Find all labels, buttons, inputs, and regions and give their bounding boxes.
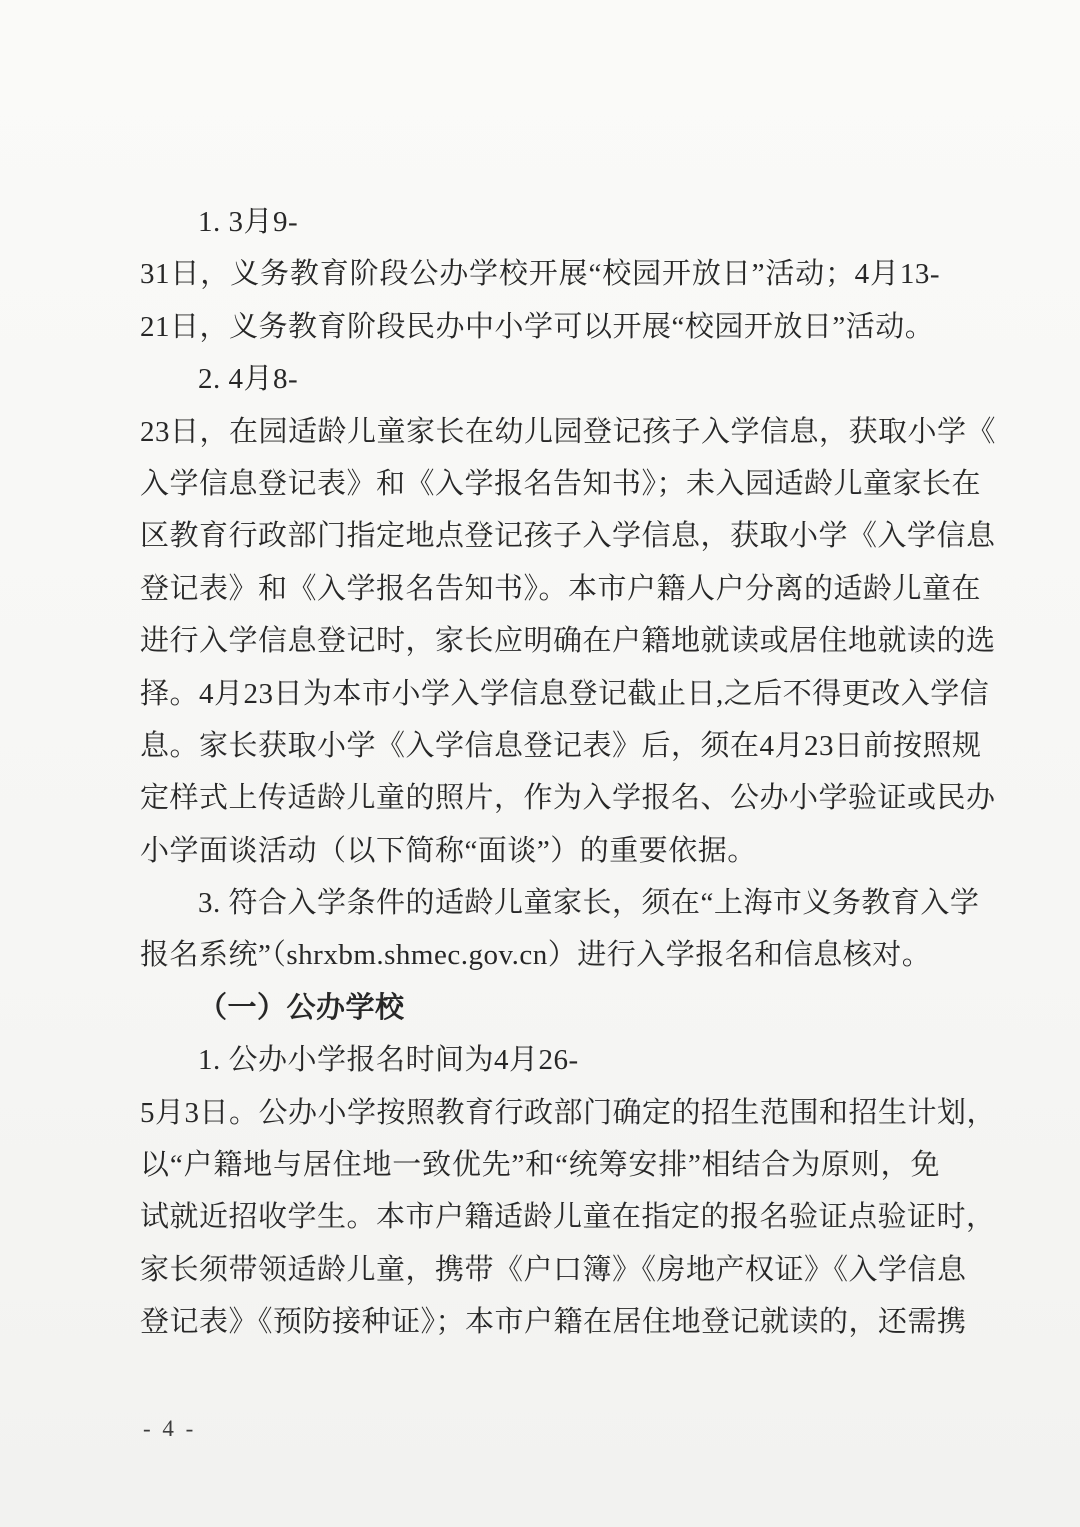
text-line: 区教育行政部门指定地点登记孩子入学信息，获取小学《入学信息 — [140, 520, 996, 553]
text-line: 进行入学信息登记时，家长应明确在户籍地就读或居住地就读的选 — [140, 625, 996, 658]
section-heading: （一）公办学校 — [198, 991, 405, 1024]
text-line: 5月3日。公办小学按照教育行政部门确定的招生范围和招生计划， — [140, 1096, 997, 1129]
text-line: 择。4月23日为本市小学入学信息登记截止日,之后不得更改入学信 — [140, 677, 990, 710]
text-line: 3. 符合入学条件的适龄儿童家长，须在“上海市义务教育入学 — [198, 887, 980, 920]
text-line: 小学面谈活动（以下简称“面谈”）的重要依据。 — [140, 834, 757, 867]
document-body — [140, 196, 997, 1349]
text-line: 1. 3月9- — [198, 206, 299, 238]
text-line: 入学信息登记表》和《入学报名告知书》；未入园适龄儿童家长在 — [140, 467, 982, 500]
text-line: 以“户籍地与居住地一致优先”和“统筹安排”相结合为原则，免 — [140, 1149, 940, 1182]
text-line: 报名系统”（shrxbm.shmec.gov.cn）进行入学报名和信息核对。 — [140, 939, 932, 972]
text-line: 定样式上传适龄儿童的照片，作为入学报名、公办小学验证或民办 — [140, 782, 996, 815]
page-number: - 4 - — [143, 1416, 197, 1441]
text-line: 21日，义务教育阶段民办中小学可以开展“校园开放日”活动。 — [140, 310, 935, 343]
text-line: 登记表》《预防接种证》；本市户籍在居住地登记就读的，还需携 — [140, 1306, 967, 1339]
text-line: 23日，在园适龄儿童家长在幼儿园登记孩子入学信息，获取小学《 — [140, 415, 997, 448]
text-line: 登记表》和《入学报名告知书》。本市户籍人户分离的适龄儿童在 — [140, 572, 982, 605]
text-line: 家长须带领适龄儿童，携带《户口簿》《房地产权证》《入学信息 — [140, 1253, 967, 1286]
text-line: 试就近招收学生。本市户籍适龄儿童在指定的报名验证点验证时， — [140, 1201, 996, 1234]
text-line: 息。家长获取小学《入学信息登记表》后，须在4月23日前按照规 — [140, 729, 982, 762]
text-line: 2. 4月8- — [198, 363, 299, 396]
text-line: 1. 公办小学报名时间为4月26- — [198, 1044, 579, 1077]
text-line: 31日，义务教育阶段公办学校开展“校园开放日”活动；4月13- — [140, 258, 940, 291]
